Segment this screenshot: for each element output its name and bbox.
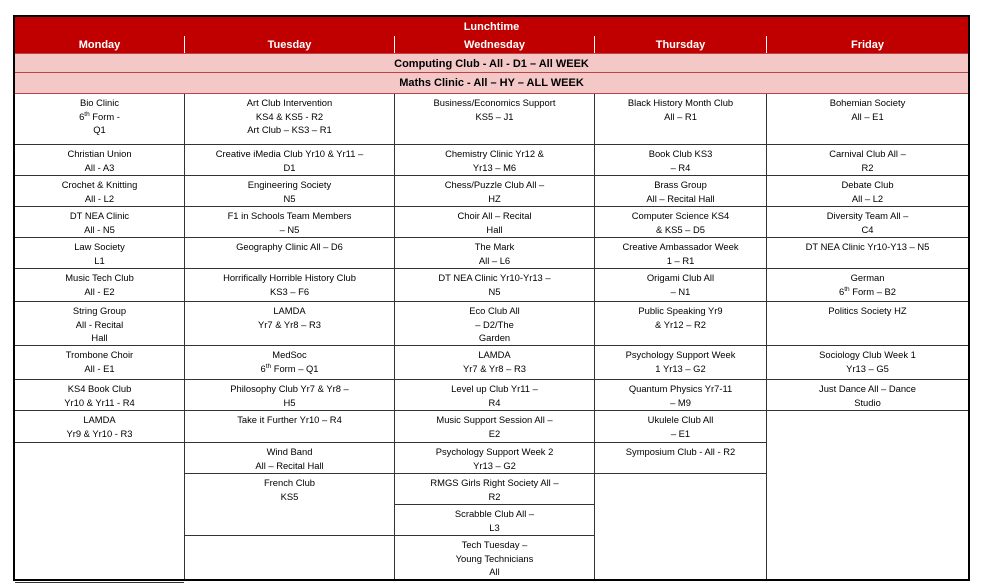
column-friday bbox=[767, 94, 968, 579]
activity-cell bbox=[767, 238, 968, 269]
activity-line: Eco Club All bbox=[469, 305, 520, 316]
all-week-activity-maths: Maths Clinic - All – HY – ALL WEEK bbox=[15, 72, 968, 94]
activity-line: – D2/The bbox=[475, 318, 514, 330]
activity-line: R2 bbox=[488, 490, 501, 502]
activity-cell bbox=[15, 443, 184, 583]
activity-line: – N5 bbox=[279, 223, 300, 235]
activity-line: All – L6 bbox=[478, 254, 511, 266]
activity-cell bbox=[395, 411, 594, 443]
activity-cell bbox=[767, 145, 968, 176]
activity-line: DT NEA Clinic bbox=[69, 210, 130, 221]
activity-line: L3 bbox=[489, 521, 500, 533]
activity-line: LAMDA bbox=[478, 349, 511, 360]
activity-line: Yr13 – M6 bbox=[472, 161, 517, 173]
activity-line: MedSoc bbox=[272, 349, 307, 360]
activity-cell bbox=[395, 505, 594, 536]
column-tuesday bbox=[185, 94, 395, 579]
activity-line: Origami Club All bbox=[646, 272, 715, 283]
activity-line: Yr13 – G5 bbox=[846, 362, 889, 374]
day-header-friday: Friday bbox=[850, 38, 884, 51]
timetable-title: Lunchtime bbox=[15, 17, 968, 37]
activity-cell bbox=[395, 443, 594, 474]
activity-line: All - E2 bbox=[84, 285, 115, 297]
activity-line: Chemistry Clinic Yr12 & bbox=[445, 148, 544, 159]
activity-line: Level up Club Yr11 – bbox=[451, 383, 538, 394]
activity-cell bbox=[395, 536, 594, 579]
activity-line: Yr13 – G2 bbox=[473, 459, 516, 471]
activity-line: KS4 Book Club bbox=[67, 383, 132, 394]
activity-line: Yr7 & Yr8 – R3 bbox=[463, 362, 526, 374]
activity-line: Tech Tuesday – bbox=[461, 539, 528, 550]
activity-line: 1 Yr13 – G2 bbox=[655, 362, 706, 374]
activity-cell bbox=[767, 346, 968, 380]
activity-line: All – R1 bbox=[664, 110, 697, 122]
activity-cell bbox=[185, 207, 394, 238]
column-thursday bbox=[595, 94, 767, 579]
activity-line: & KS5 – D5 bbox=[656, 223, 705, 235]
column-monday bbox=[15, 94, 185, 579]
activity-cell bbox=[595, 238, 766, 269]
activity-cell bbox=[595, 443, 766, 474]
activity-cell bbox=[185, 94, 394, 145]
activity-cell bbox=[595, 380, 766, 411]
activity-cell bbox=[185, 380, 394, 411]
activity-line: 6th Form – Q1 bbox=[260, 362, 319, 374]
activity-line: 6th Form – B2 bbox=[838, 285, 896, 297]
activity-line: N5 bbox=[283, 192, 296, 204]
activity-line: LAMDA bbox=[83, 414, 116, 425]
activity-line: Christian Union bbox=[67, 148, 132, 159]
column-wednesday bbox=[395, 94, 595, 579]
activity-line: All - Recital bbox=[75, 318, 124, 330]
activity-line: 1 – R1 bbox=[666, 254, 695, 266]
activity-cell bbox=[15, 346, 184, 380]
activity-line: String Group bbox=[72, 305, 127, 316]
all-week-activity-computing: Computing Club - All - D1 – All WEEK bbox=[15, 53, 968, 74]
activity-line: Law Society bbox=[74, 241, 125, 252]
activity-cell bbox=[595, 411, 766, 443]
activity-line: Trombone Choir bbox=[65, 349, 134, 360]
activity-line: C4 bbox=[861, 223, 874, 235]
activity-line: Music Tech Club bbox=[65, 272, 134, 283]
activity-cell bbox=[395, 474, 594, 505]
activity-line: Art Club Intervention bbox=[246, 97, 333, 108]
activity-cell bbox=[185, 474, 394, 536]
activity-line: – E1 bbox=[670, 427, 691, 439]
activity-line: Debate Club bbox=[841, 179, 894, 190]
activity-cell bbox=[767, 380, 968, 411]
activity-line: All - A3 bbox=[84, 161, 115, 173]
activity-line: Chess/Puzzle Club All – bbox=[444, 179, 545, 190]
activity-cell bbox=[395, 238, 594, 269]
activity-cell bbox=[15, 94, 184, 145]
activity-line: – M9 bbox=[670, 396, 691, 408]
activity-line: Crochet & Knitting bbox=[61, 179, 138, 190]
activity-line: 6th Form - bbox=[79, 110, 120, 122]
activity-cell bbox=[185, 411, 394, 443]
activity-line: Psychology Support Week 2 bbox=[435, 446, 554, 457]
activity-line: Geography Clinic All – D6 bbox=[236, 241, 343, 252]
activity-line: E2 bbox=[488, 427, 501, 439]
activity-line: RMGS Girls Right Society All – bbox=[430, 477, 559, 488]
activity-line: Choir All – Recital bbox=[457, 210, 532, 221]
activity-line: R4 bbox=[488, 396, 501, 408]
activity-cell bbox=[767, 207, 968, 238]
activity-line: KS4 & KS5 - R2 bbox=[255, 110, 324, 122]
activity-cell bbox=[15, 145, 184, 176]
activity-line: KS5 bbox=[280, 490, 299, 502]
activity-line: Business/Economics Support bbox=[433, 97, 556, 108]
activity-cell bbox=[15, 411, 184, 443]
activity-line: All – E1 bbox=[851, 110, 884, 122]
activity-line: French Club bbox=[263, 477, 316, 488]
activity-cell bbox=[395, 207, 594, 238]
activity-cell bbox=[595, 346, 766, 380]
lunchtime-timetable bbox=[13, 15, 970, 581]
activity-cell bbox=[395, 302, 594, 346]
activity-line: Yr7 & Yr8 – R3 bbox=[258, 318, 321, 330]
activity-line: Young Technicians bbox=[455, 552, 534, 564]
activity-line: Scrabble Club All – bbox=[454, 508, 535, 519]
activity-cell bbox=[595, 207, 766, 238]
activity-cell bbox=[15, 269, 184, 302]
activity-line: DT NEA Clinic Yr10-Y13 – N5 bbox=[805, 241, 930, 252]
day-header-monday: Monday bbox=[15, 36, 185, 53]
activity-line: Creative Ambassador Week bbox=[622, 241, 739, 252]
activity-cell bbox=[15, 176, 184, 207]
activity-cell bbox=[595, 176, 766, 207]
activity-line: Philosophy Club Yr7 & Yr8 – bbox=[230, 383, 349, 394]
activity-line: Art Club – KS3 – R1 bbox=[247, 124, 332, 136]
activity-line: German bbox=[850, 272, 885, 283]
activity-cell bbox=[595, 302, 766, 346]
activity-cell bbox=[185, 443, 394, 474]
activity-cell bbox=[395, 346, 594, 380]
activity-cell bbox=[595, 474, 766, 579]
activity-line: Diversity Team All – bbox=[826, 210, 909, 221]
activity-line: All – L2 bbox=[851, 192, 884, 204]
activity-cell bbox=[15, 380, 184, 411]
activity-cell bbox=[185, 302, 394, 346]
activity-line: Public Speaking Yr9 bbox=[638, 305, 723, 316]
activity-line: Book Club KS3 bbox=[648, 148, 713, 159]
activity-cell bbox=[595, 269, 766, 302]
activity-line: All - L2 bbox=[84, 192, 115, 204]
activity-line: All bbox=[489, 566, 500, 578]
activity-cell bbox=[185, 536, 394, 579]
day-header-wednesday: Wednesday bbox=[395, 36, 595, 53]
activity-line: Symposium Club - All - R2 bbox=[625, 446, 736, 457]
activity-line: KS3 – F6 bbox=[269, 285, 310, 297]
activity-line: R2 bbox=[861, 161, 874, 173]
activity-cell bbox=[767, 302, 968, 346]
day-header-row bbox=[15, 36, 968, 53]
day-header-thursday: Thursday bbox=[595, 36, 767, 53]
activity-cell bbox=[767, 176, 968, 207]
activity-line: Music Support Session All – bbox=[436, 414, 553, 425]
activity-line: Brass Group bbox=[654, 179, 707, 190]
activity-line: Studio bbox=[854, 396, 881, 408]
activity-line: Engineering Society bbox=[247, 179, 332, 190]
activity-line: Horrifically Horrible History Club bbox=[223, 272, 356, 283]
activity-cell bbox=[767, 411, 968, 579]
activity-line: Garden bbox=[478, 332, 511, 344]
activity-cell bbox=[395, 94, 594, 145]
activity-line: LAMDA bbox=[273, 305, 306, 316]
activity-cell bbox=[395, 269, 594, 302]
activity-line: All - E1 bbox=[84, 362, 115, 374]
activity-line: Yr9 & Yr10 - R3 bbox=[66, 427, 133, 439]
activity-line: All – Recital Hall bbox=[255, 459, 324, 471]
activity-line: F1 in Schools Team Members bbox=[227, 210, 352, 221]
activity-line: Black History Month Club bbox=[627, 97, 734, 108]
activity-cell bbox=[15, 207, 184, 238]
activity-cell bbox=[185, 269, 394, 302]
activity-line: H5 bbox=[283, 396, 296, 408]
activity-line: DT NEA Clinic Yr10-Yr13 – bbox=[438, 272, 551, 283]
activity-line: Hall bbox=[91, 332, 108, 344]
activity-line: Quantum Physics Yr7-11 bbox=[628, 383, 733, 394]
activity-line: The Mark bbox=[474, 241, 515, 252]
day-header-tuesday: Tuesday bbox=[185, 36, 395, 53]
activity-cell bbox=[185, 346, 394, 380]
activity-cell bbox=[15, 238, 184, 269]
activity-cell bbox=[767, 94, 968, 145]
activity-line: Wind Band bbox=[266, 446, 313, 457]
activity-line: – R4 bbox=[670, 161, 691, 173]
activity-line: & Yr12 – R2 bbox=[655, 318, 706, 330]
activity-line: Psychology Support Week bbox=[625, 349, 736, 360]
activity-cell bbox=[185, 238, 394, 269]
activity-line: Hall bbox=[486, 223, 503, 235]
activity-line: Bio Clinic bbox=[79, 97, 120, 108]
activity-line: HZ bbox=[488, 192, 501, 204]
activity-cell bbox=[15, 302, 184, 346]
activity-cell bbox=[395, 176, 594, 207]
activity-cell bbox=[185, 176, 394, 207]
activity-line: Politics Society HZ bbox=[828, 305, 907, 316]
activity-line: Take it Further Yr10 – R4 bbox=[237, 414, 342, 425]
activity-cell bbox=[595, 145, 766, 176]
activity-cell bbox=[767, 269, 968, 302]
activity-line: Carnival Club All – bbox=[829, 148, 906, 159]
activity-cell bbox=[185, 145, 394, 176]
activity-cell bbox=[395, 380, 594, 411]
activity-line: Computer Science KS4 bbox=[631, 210, 730, 221]
activity-cell bbox=[395, 145, 594, 176]
activity-line: Creative iMedia Club Yr10 & Yr11 – bbox=[215, 148, 364, 159]
activity-line: Yr10 & Yr11 - R4 bbox=[64, 396, 135, 408]
activity-line: N5 bbox=[488, 285, 501, 297]
activity-line: – N1 bbox=[670, 285, 691, 297]
activity-line: KS5 – J1 bbox=[475, 110, 514, 122]
activity-line: L1 bbox=[94, 254, 105, 266]
activity-cell bbox=[595, 94, 766, 145]
activity-line: D1 bbox=[283, 161, 296, 173]
activity-line: All – Recital Hall bbox=[646, 192, 715, 204]
activity-line: All - N5 bbox=[84, 223, 115, 235]
activity-line: Ukulele Club All bbox=[647, 414, 714, 425]
activity-line: Sociology Club Week 1 bbox=[819, 349, 916, 360]
activity-line: Bohemian Society bbox=[829, 97, 906, 108]
activity-line: Just Dance All – Dance bbox=[819, 383, 916, 394]
activity-line: Q1 bbox=[93, 124, 106, 136]
